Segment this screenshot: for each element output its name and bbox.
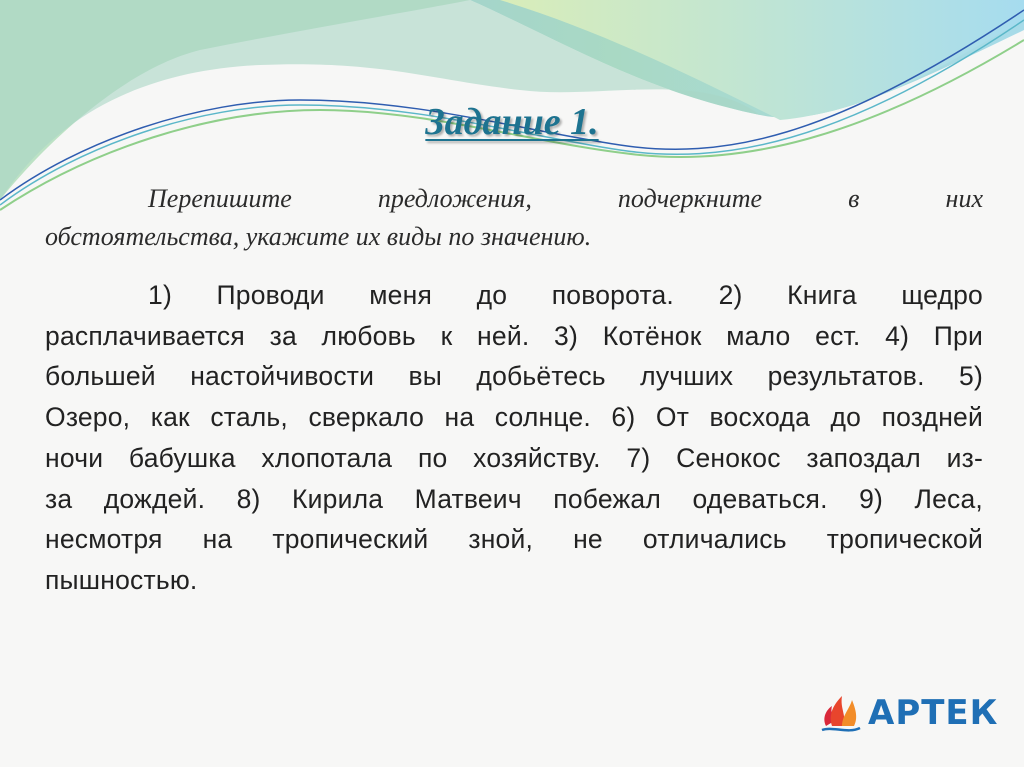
sentence-line: большей настойчивости вы добьётесь лучших результатов. 5) [45, 361, 983, 392]
sentence-line: пышностью. [45, 564, 198, 595]
instruction-line: Перепишите предложения, подчеркните в них [148, 184, 983, 213]
instruction-paragraph [45, 180, 983, 256]
artek-logo [820, 690, 998, 736]
logo-text: АРТЕК [868, 693, 999, 733]
flame-icon [820, 690, 862, 736]
sentence-line: за дождей. 8) Кирила Матвеич побежал одеваться. 9) Леса, [45, 483, 983, 514]
sentence-line: 1) Проводи меня до поворота. 2) Книга щедро [148, 280, 983, 310]
sentence-line: Озеро, как сталь, сверкало на солнце. 6) От восхода до поздней [45, 402, 983, 433]
sentence-line: ночи бабушка хлопотала по хозяйству. 7) Сенокос запоздал из- [45, 442, 983, 473]
sentence-line: несмотря на тропический зной, не отличались тропической [45, 524, 983, 555]
sentence-line: расплачивается за любовь к ней. 3) Котёнок мало ест. 4) При [45, 320, 983, 351]
instruction-line: обстоятельства, укажите их виды по значению. [45, 222, 592, 251]
sentences-paragraph [45, 275, 983, 601]
slide-title: Задание 1. [425, 101, 599, 143]
